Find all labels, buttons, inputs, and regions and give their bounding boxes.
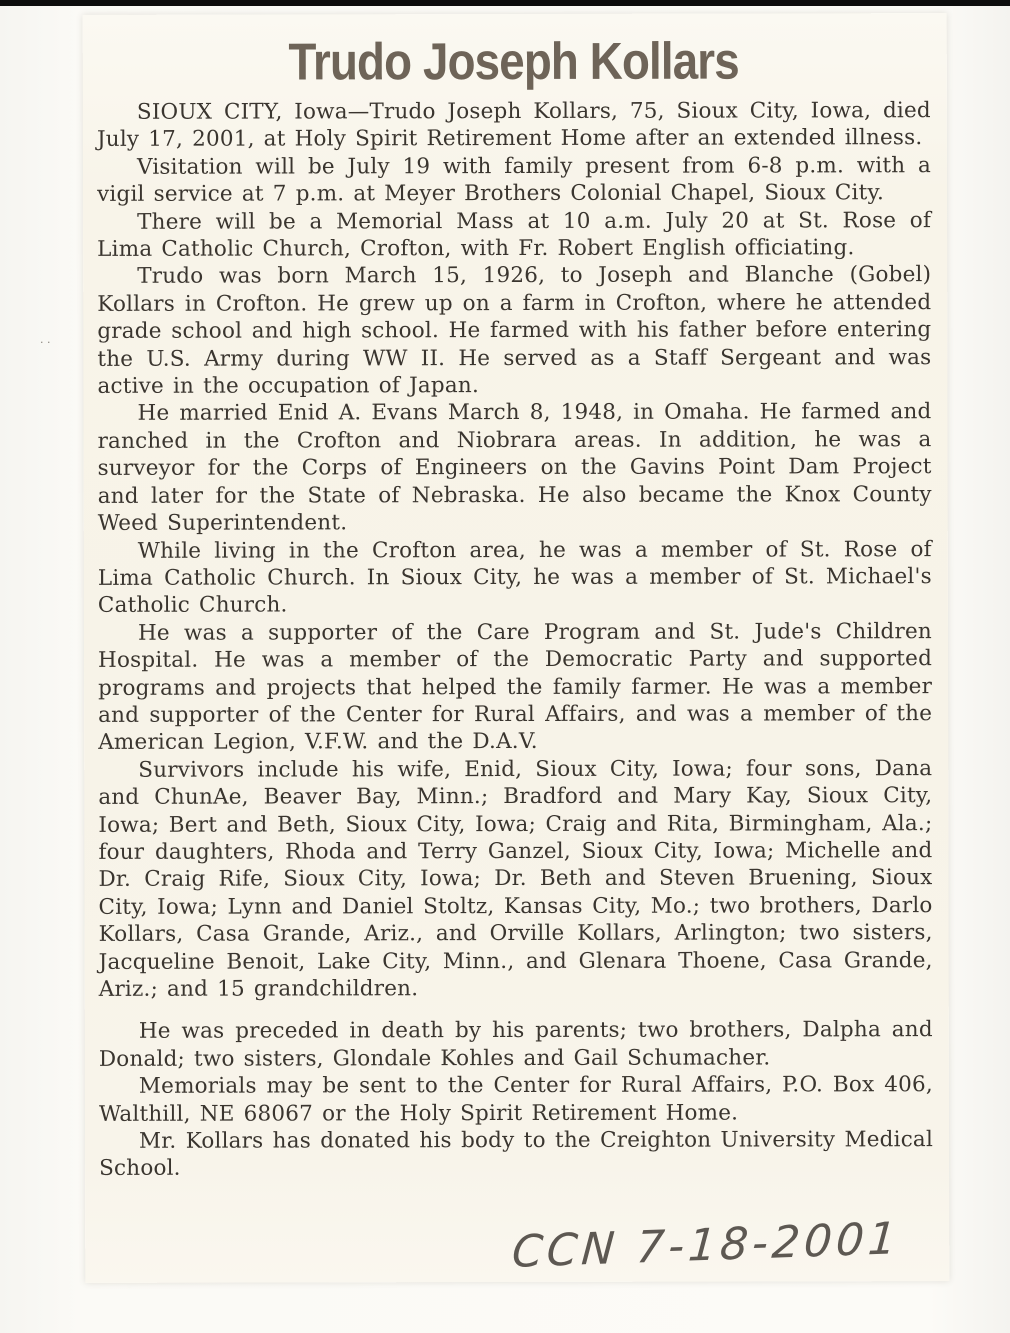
obituary-paragraph-church-membership: While living in the Crofton area, he was a member of St. Rose of Lima Catholic Church. In Sioux City, he was a member of St. Michael's Catholic Church. (97, 536, 932, 619)
obituary-paragraph-survivors: Survivors include his wife, Enid, Sioux City, Iowa; four sons, Dana and ChunAe, Beaver Bay, Minn.; Bradford and Mary Kay, Sioux City, Iowa; Bert and Beth, Sioux City, Iowa; Craig and Rita, Birmingham, Ala.; four daughters, Rhoda and Terry Ganzel, Sioux City, Iowa; Michelle and Dr. Craig Rife, Sioux City, Iowa; Dr. Beth and Steven Bruening, Sioux City, Iowa; Lynn and Daniel Stoltz, Kansas City, Mo.; two brothers, Darlo Kollars, Casa Grande, Ariz., and Orville Kollars, Arlington; two sisters, Jacqueline Benoit, Lake City, Minn., and Glenara Thoene, Casa Grande, Ariz.; and 15 grandchildren. (98, 755, 933, 1002)
obituary-paragraph-birth-early-life: Trudo was born March 15, 1926, to Joseph and Blanche (Gobel) Kollars in Crofton. He grew up on a farm in Crofton, where he attended grade school and high school. He farmed with his father before entering the U.S. Army during WW II. He served as a Staff Sergeant and was active in the occupation of Japan. (97, 262, 932, 399)
handwritten-date-annotation: CCN 7-18-2001 (510, 1213, 902, 1278)
obituary-title (97, 32, 931, 92)
obituary-paragraph-memorial-mass: There will be a Memorial Mass at 10 a.m. July 20 at St. Rose of Lima Catholic Church, Crofton, with Fr. Robert English officiating. (97, 207, 932, 262)
obituary-paragraph-body-donation: Mr. Kollars has donated his body to the Creighton University Medical School. (99, 1127, 934, 1182)
obituary-paragraph-marriage-career: He married Enid A. Evans March 8, 1948, in Omaha. He farmed and ranched in the Crofton and Niobrara areas. In addition, he was a surveyor for the Corps of Engineers on the Gavins Point Dam Project and later for the State of Nebraska. He also became the Knox County Weed Superintendent. (97, 399, 932, 536)
obituary-paragraph-preceded-in-death: He was preceded in death by his parents; two brothers, Dalpha and Donald; two sisters, Glondale Kohles and Gail Schumacher. (98, 1017, 933, 1072)
obituary-paragraph-death-notice: SIOUX CITY, Iowa—Trudo Joseph Kollars, 75, Sioux City, Iowa, died July 17, 2001, at Holy Spirit Retirement Home after an extended illness. (96, 98, 931, 153)
obituary-paragraph-affiliations: He was a supporter of the Care Program and St. Jude's Children Hospital. He was a member of the Democratic Party and supported programs and projects that helped the family farmer. He was a member and supporter of the Center for Rural Affairs, and was a member of the American Legion, V.F.W. and the D.A.V. (97, 618, 933, 756)
newspaper-clipping (83, 13, 950, 1283)
obituary-paragraph-visitation: Visitation will be July 19 with family present from 6-8 p.m. with a vigil service at 7 p.m. at Meyer Brothers Colonial Chapel, Sioux City. (97, 152, 932, 208)
scan-speck: . . (40, 333, 51, 346)
obituary-title-text: Trudo Joseph Kollars (288, 32, 739, 92)
obituary-body (97, 97, 933, 1183)
obituary-paragraph-memorials: Memorials may be sent to the Center for Rural Affairs, P.O. Box 406, Walthill, NE 68067 or the Holy Spirit Retirement Home. (98, 1072, 933, 1127)
